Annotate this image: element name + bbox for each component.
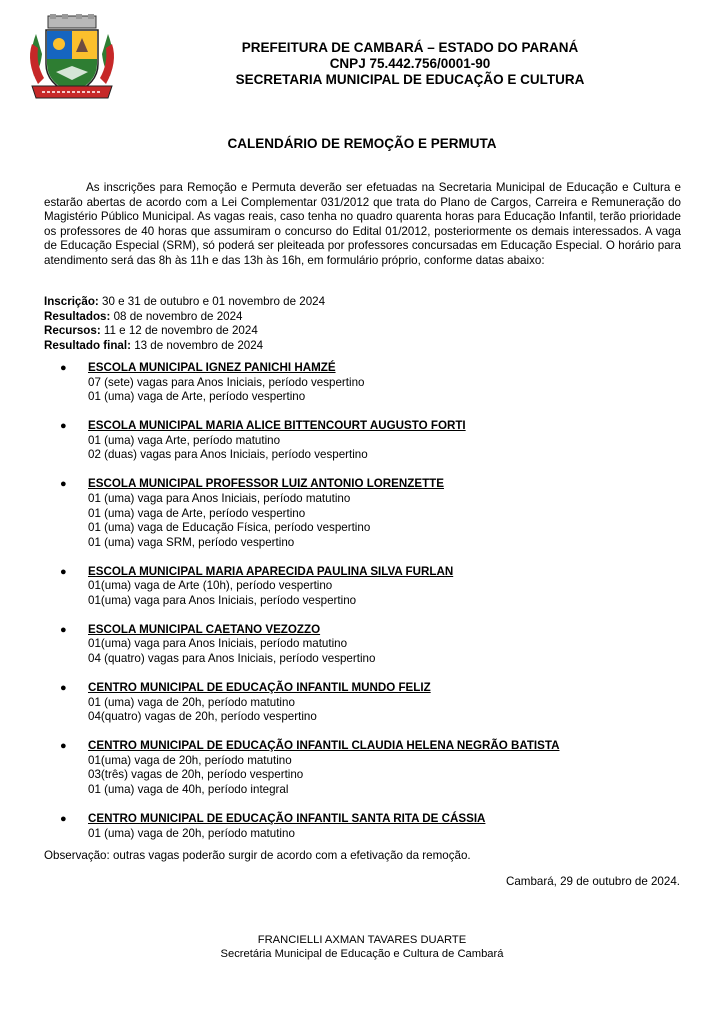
vacancy-line: 01(uma) vaga de 20h, período matutino — [88, 753, 292, 767]
vacancy-line: 01(uma) vaga para Anos Iniciais, período vespertino — [88, 593, 357, 607]
schools-list — [60, 361, 700, 856]
school-name: ESCOLA MUNICIPAL MARIA ALICE BITTENCOURT AUGUSTO FORTI — [88, 419, 466, 433]
bullet-icon: ● — [60, 478, 67, 491]
school-item — [60, 739, 700, 797]
vacancy-line: 02 (duas) vagas para Anos Iniciais, período vespertino — [88, 448, 368, 462]
school-name: ESCOLA MUNICIPAL CAETANO VEZOZZO — [88, 622, 321, 636]
vacancy-line: 01 (uma) vaga de 40h, período integral — [88, 783, 289, 796]
document-title: CALENDÁRIO DE REMOÇÃO E PERMUTA — [227, 136, 497, 151]
vacancy-line: 01 (uma) vaga de 20h, período matutino — [88, 695, 295, 709]
letterhead — [130, 40, 690, 88]
signature-block — [0, 933, 724, 961]
school-name: ESCOLA MUNICIPAL PROFESSOR LUIZ ANTONIO LORENZETTE — [88, 477, 444, 491]
dates-list — [44, 295, 325, 353]
header-line-2: CNPJ 75.442.756/0001-90 — [329, 56, 491, 71]
signatory-name: FRANCIELLI AXMAN TAVARES DUARTE — [257, 934, 467, 946]
date-row-resultados: Resultados: 08 de novembro de 2024 — [44, 309, 243, 323]
signatory-role: Secretária Municipal de Educação e Cultura de Cambará — [220, 948, 504, 960]
bullet-icon: ● — [60, 565, 67, 578]
vacancy-line: 01 (uma) vaga para Anos Iniciais, período matutino — [88, 491, 351, 505]
school-name: CENTRO MUNICIPAL DE EDUCAÇÃO INFANTIL SANTA RITA DE CÁSSIA — [88, 811, 486, 825]
bullet-icon: ● — [60, 362, 67, 374]
vacancy-line: 03(três) vagas de 20h, período vespertino — [88, 768, 304, 782]
bullet-icon: ● — [60, 623, 67, 636]
school-item — [60, 477, 700, 550]
vacancy-line: 01 (uma) vaga SRM, período vespertino — [88, 535, 295, 549]
vacancy-line: 04 (quatro) vagas para Anos Iniciais, período vespertino — [88, 652, 376, 666]
bullet-icon: ● — [60, 740, 67, 753]
place-and-date: Cambará, 29 de outubro de 2024. — [505, 875, 680, 888]
header-line-1: PREFEITURA DE CAMBARÁ – ESTADO DO PARANÁ — [241, 40, 579, 55]
date-row-recursos: Recursos: 11 e 12 de novembro de 2024 — [44, 324, 258, 338]
school-name: CENTRO MUNICIPAL DE EDUCAÇÃO INFANTIL MUNDO FELIZ — [88, 681, 431, 695]
school-item — [60, 361, 700, 405]
vacancy-line: 01 (uma) vaga de Arte, período vespertino — [88, 390, 306, 404]
vacancy-line: 01 (uma) vaga de Educação Física, período vespertino — [88, 521, 371, 535]
vacancy-line: 01 (uma) vaga de Arte, período vespertino — [88, 506, 306, 520]
school-name: ESCOLA MUNICIPAL MARIA APARECIDA PAULINA SILVA FURLAN — [88, 564, 454, 578]
bullet-icon: ● — [60, 420, 67, 433]
vacancy-line: 01(uma) vaga para Anos Iniciais, período matutino — [88, 637, 348, 651]
bullet-icon: ● — [60, 812, 67, 825]
bullet-icon: ● — [60, 682, 67, 695]
school-item — [60, 565, 700, 609]
vacancy-line: 01 (uma) vaga de 20h, período matutino — [88, 826, 295, 840]
school-item — [60, 812, 700, 841]
intro-paragraph: As inscrições para Remoção e Permuta deverão ser efetuadas na Secretaria Municipal de Educação e Cultura e estarão abertas de acordo com a Lei Complementar 031/2012 que trata do Plano de Cargos, Carreira e Remuneração do Magistério Público Municipal. As vagas reais, caso tenha no quadro quarenta horas para Educação Infantil, terão prioridade os professores de 40 horas que assumiram o concurso do Edital 01/2012, posteriormente os demais interessados. A vaga de Educação Especial (SRM), só poderá ser pleiteada por professores concursadas em Educação Especial. O horário para atendimento será das 8h às 11h e das 13h às 16h, em formulário próprio, conforme datas abaixo: — [44, 181, 681, 267]
school-item — [60, 623, 700, 667]
vacancy-line: 04(quatro) vagas de 20h, período vespertino — [88, 710, 317, 724]
date-row-inscricao: Inscrição: 30 e 31 de outubro e 01 novembro de 2024 — [44, 295, 326, 308]
municipal-coat-of-arms-icon — [26, 14, 118, 104]
vacancy-line: 01(uma) vaga de Arte (10h), período vespertino — [88, 579, 333, 593]
school-item — [60, 419, 700, 463]
school-item — [60, 681, 700, 725]
school-name: ESCOLA MUNICIPAL IGNEZ PANICHI HAMZÉ — [88, 361, 336, 374]
date-row-resultado-final: Resultado final: 13 de novembro de 2024 — [44, 338, 264, 352]
observation-note: Observação: outras vagas poderão surgir de acordo com a efetivação da remoção. — [44, 849, 471, 862]
header-line-3: SECRETARIA MUNICIPAL DE EDUCAÇÃO E CULTURA — [235, 72, 585, 87]
vacancy-line: 07 (sete) vagas para Anos Iniciais, período vespertino — [88, 375, 365, 389]
vacancy-line: 01 (uma) vaga Arte, período matutino — [88, 433, 281, 447]
school-name: CENTRO MUNICIPAL DE EDUCAÇÃO INFANTIL CLAUDIA HELENA NEGRÃO BATISTA — [88, 739, 560, 753]
